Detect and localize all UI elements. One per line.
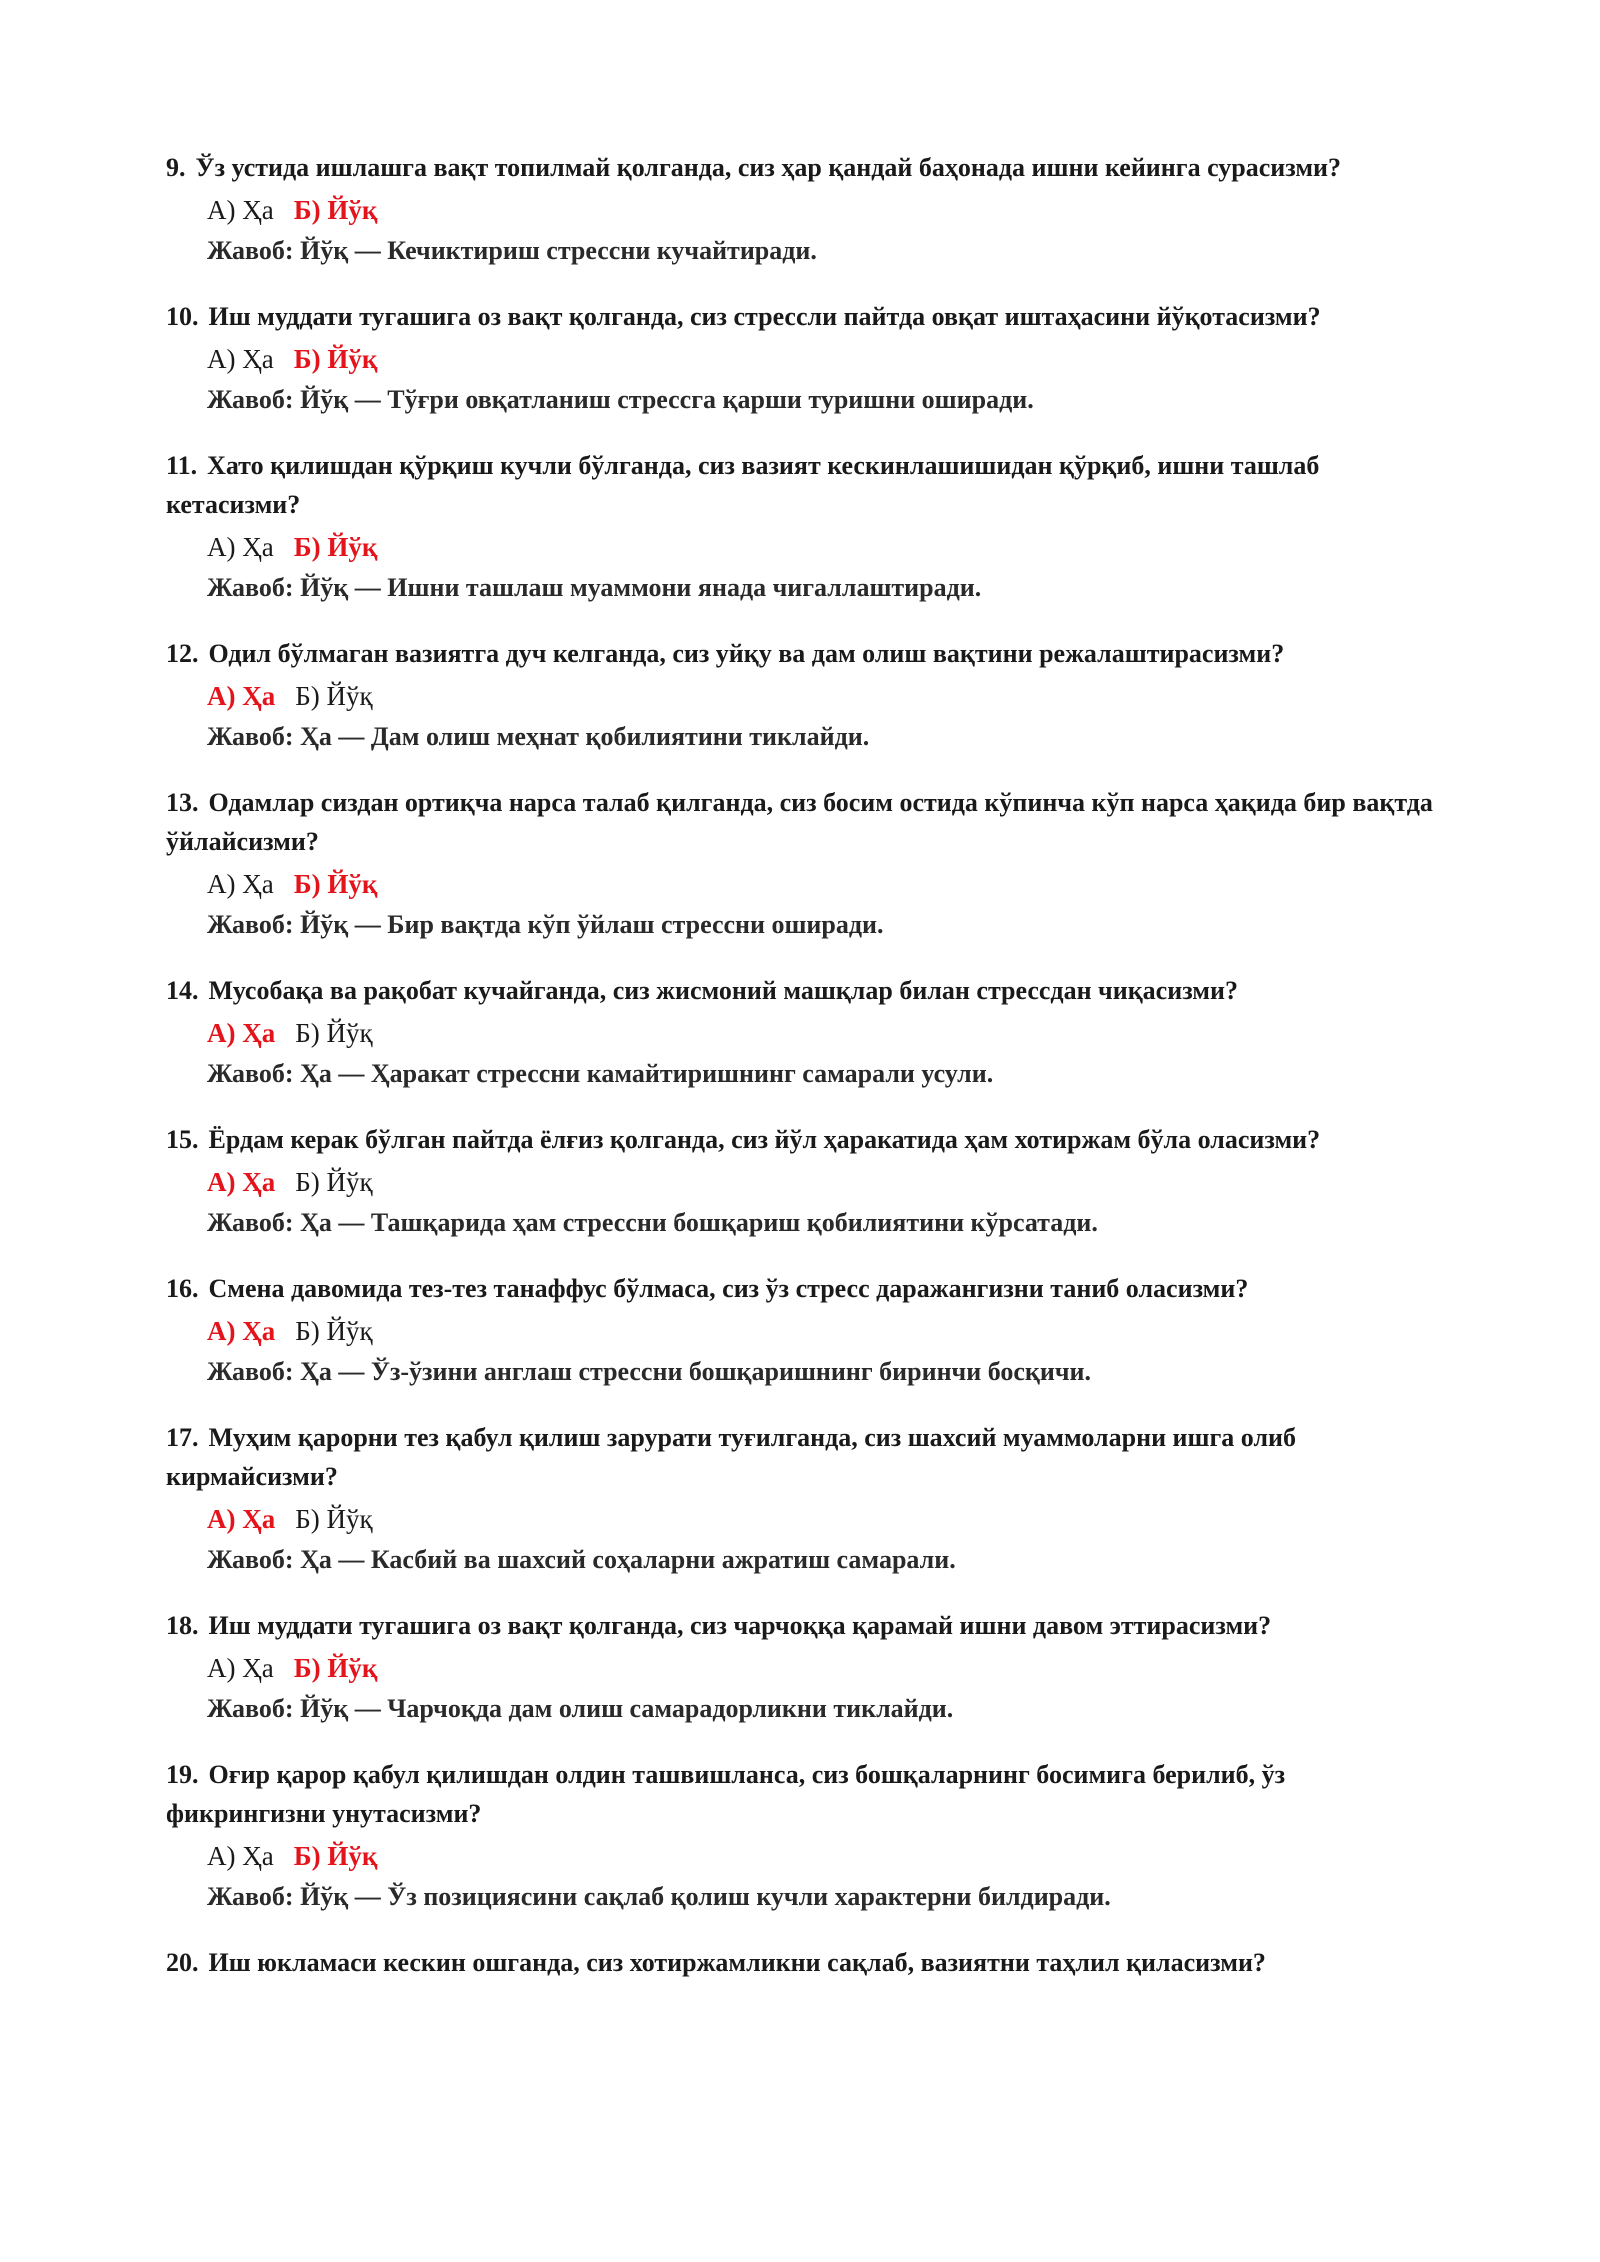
option-a[interactable]: А) Ҳа [207,1653,274,1683]
question-number: 9. [166,153,186,182]
question-text [166,297,1440,336]
answer-options [166,863,1440,905]
question-text [166,1606,1440,1645]
question-body: Мусобақа ва рақобат кучайганда, сиз жисмоний машқлар билан стрессдан чиқасизми? [208,976,1238,1005]
option-b[interactable]: Б) Йўқ [295,681,373,711]
answer-explanation: Жавоб: Йўқ — Бир вақтда кўп ўйлаш стрессни оширади. [207,910,884,939]
question-body: Иш муддати тугашига оз вақт қолганда, сиз чарчоққа қарамай ишни давом эттирасизми? [208,1611,1272,1640]
answer-explanation: Жавоб: Ҳа — Касбий ва шахсий соҳаларни ажратиш самарали. [207,1545,956,1574]
question-number: 20. [166,1948,199,1977]
answer-explanation: Жавоб: Йўқ — Чарчоқда дам олиш самарадорликни тиклайди. [207,1694,954,1723]
option-a[interactable]: А) Ҳа [207,532,274,562]
option-b[interactable]: Б) Йўқ [293,1841,378,1871]
question-body: Ёрдам керак бўлган пайтда ёлғиз қолганда, сиз йўл ҳаракатида ҳам хотиржам бўла оласизми? [208,1125,1321,1154]
option-b[interactable]: Б) Йўқ [293,869,378,899]
question-text [166,1120,1440,1159]
option-a[interactable]: А) Ҳа [207,195,274,225]
option-a[interactable]: А) Ҳа [207,1316,276,1346]
answer-options [166,1498,1440,1540]
answer-options [166,1161,1440,1203]
option-a[interactable]: А) Ҳа [207,1018,276,1048]
answer-explanation: Жавоб: Йўқ — Тўғри овқатланиш стрессга қарши туришни оширади. [207,385,1034,414]
option-a[interactable]: А) Ҳа [207,869,274,899]
question-block [166,1418,1440,1580]
question-number: 13. [166,788,199,817]
question-text [166,1418,1440,1496]
option-b[interactable]: Б) Йўқ [293,532,378,562]
option-b[interactable]: Б) Йўқ [295,1316,373,1346]
question-body: Одамлар сиздан ортиқча нарса талаб қилганда, сиз босим остида кўпинча кўп нарса ҳақида бир вақтда ўйлайсизми? [166,788,1433,856]
option-a[interactable]: А) Ҳа [207,1167,276,1197]
option-b[interactable]: Б) Йўқ [295,1018,373,1048]
answer-options [166,1647,1440,1689]
question-number: 19. [166,1760,199,1789]
question-text [166,1269,1440,1308]
answer-options [166,526,1440,568]
question-body: Смена давомида тез-тез танаффус бўлмаса, сиз ўз стресс даражангизни таниб оласизми? [208,1274,1249,1303]
question-block [166,1943,1440,1982]
question-body: Иш муддати тугашига оз вақт қолганда, сиз стрессли пайтда овқат иштаҳасини йўқотасизми? [208,302,1321,331]
question-block [166,971,1440,1094]
answer-options [166,1835,1440,1877]
question-number: 11. [166,451,198,480]
question-number: 15. [166,1125,199,1154]
question-body: Ўз устида ишлашга вақт топилмай қолганда, сиз ҳар қандай баҳонада ишни кейинга сурасизми? [195,153,1342,182]
answer-explanation: Жавоб: Ҳа — Дам олиш меҳнат қобилиятини тиклайди. [207,722,870,751]
option-b[interactable]: Б) Йўқ [295,1167,373,1197]
question-block [166,1120,1440,1243]
answer-explanation: Жавоб: Йўқ — Ўз позициясини сақлаб қолиш кучли характерни билдиради. [207,1882,1111,1911]
option-b[interactable]: Б) Йўқ [293,344,378,374]
question-block [166,1755,1440,1917]
question-block [166,634,1440,757]
question-text [166,783,1440,861]
question-body: Оғир қарор қабул қилишдан олдин ташвишланса, сиз бошқаларнинг босимига берилиб, ўз фикрингизни унутасизми? [166,1760,1286,1828]
question-text [166,446,1440,524]
question-text [166,1755,1440,1833]
question-number: 14. [166,976,199,1005]
option-a[interactable]: А) Ҳа [207,681,276,711]
question-text [166,971,1440,1010]
question-body: Муҳим қарорни тез қабул қилиш зарурати туғилганда, сиз шахсий муаммоларни ишга олиб кирмайсизми? [166,1423,1297,1491]
question-number: 12. [166,639,199,668]
option-b[interactable]: Б) Йўқ [295,1504,373,1534]
question-body: Одил бўлмаган вазиятга дуч келганда, сиз уйқу ва дам олиш вақтини режалаштирасизми? [208,639,1285,668]
question-block [166,297,1440,420]
question-text [166,634,1440,673]
question-block [166,148,1440,271]
question-body: Хато қилишдан қўрқиш кучли бўлганда, сиз вазият кескинлашишидан қўрқиб, ишни ташлаб кетасизми? [166,451,1320,519]
answer-options [166,1310,1440,1352]
answer-explanation: Жавоб: Ҳа — Ҳаракат стрессни камайтиришнинг самарали усули. [207,1059,994,1088]
option-a[interactable]: А) Ҳа [207,344,274,374]
question-number: 16. [166,1274,199,1303]
answer-options [166,1012,1440,1054]
answer-explanation: Жавоб: Ҳа — Ташқарида ҳам стрессни бошқариш қобилиятини кўрсатади. [207,1208,1098,1237]
question-number: 10. [166,302,199,331]
option-b[interactable]: Б) Йўқ [293,1653,378,1683]
question-block [166,783,1440,945]
answer-options [166,675,1440,717]
question-text [166,148,1440,187]
option-b[interactable]: Б) Йўқ [293,195,378,225]
question-body: Иш юкламаси кескин ошганда, сиз хотиржамликни сақлаб, вазиятни таҳлил қиласизми? [208,1948,1266,1977]
question-number: 17. [166,1423,199,1452]
question-text [166,1943,1440,1982]
answer-options [166,189,1440,231]
answer-explanation: Жавоб: Йўқ — Ишни ташлаш муаммони янада чигаллаштиради. [207,573,982,602]
answer-options [166,338,1440,380]
option-a[interactable]: А) Ҳа [207,1841,274,1871]
answer-explanation: Жавоб: Ҳа — Ўз-ўзини англаш стрессни бошқаришнинг биринчи босқичи. [207,1357,1091,1386]
answer-explanation: Жавоб: Йўқ — Кечиктириш стрессни кучайтиради. [207,236,817,265]
question-block [166,446,1440,608]
question-number: 18. [166,1611,199,1640]
question-block [166,1606,1440,1729]
option-a[interactable]: А) Ҳа [207,1504,276,1534]
question-block [166,1269,1440,1392]
